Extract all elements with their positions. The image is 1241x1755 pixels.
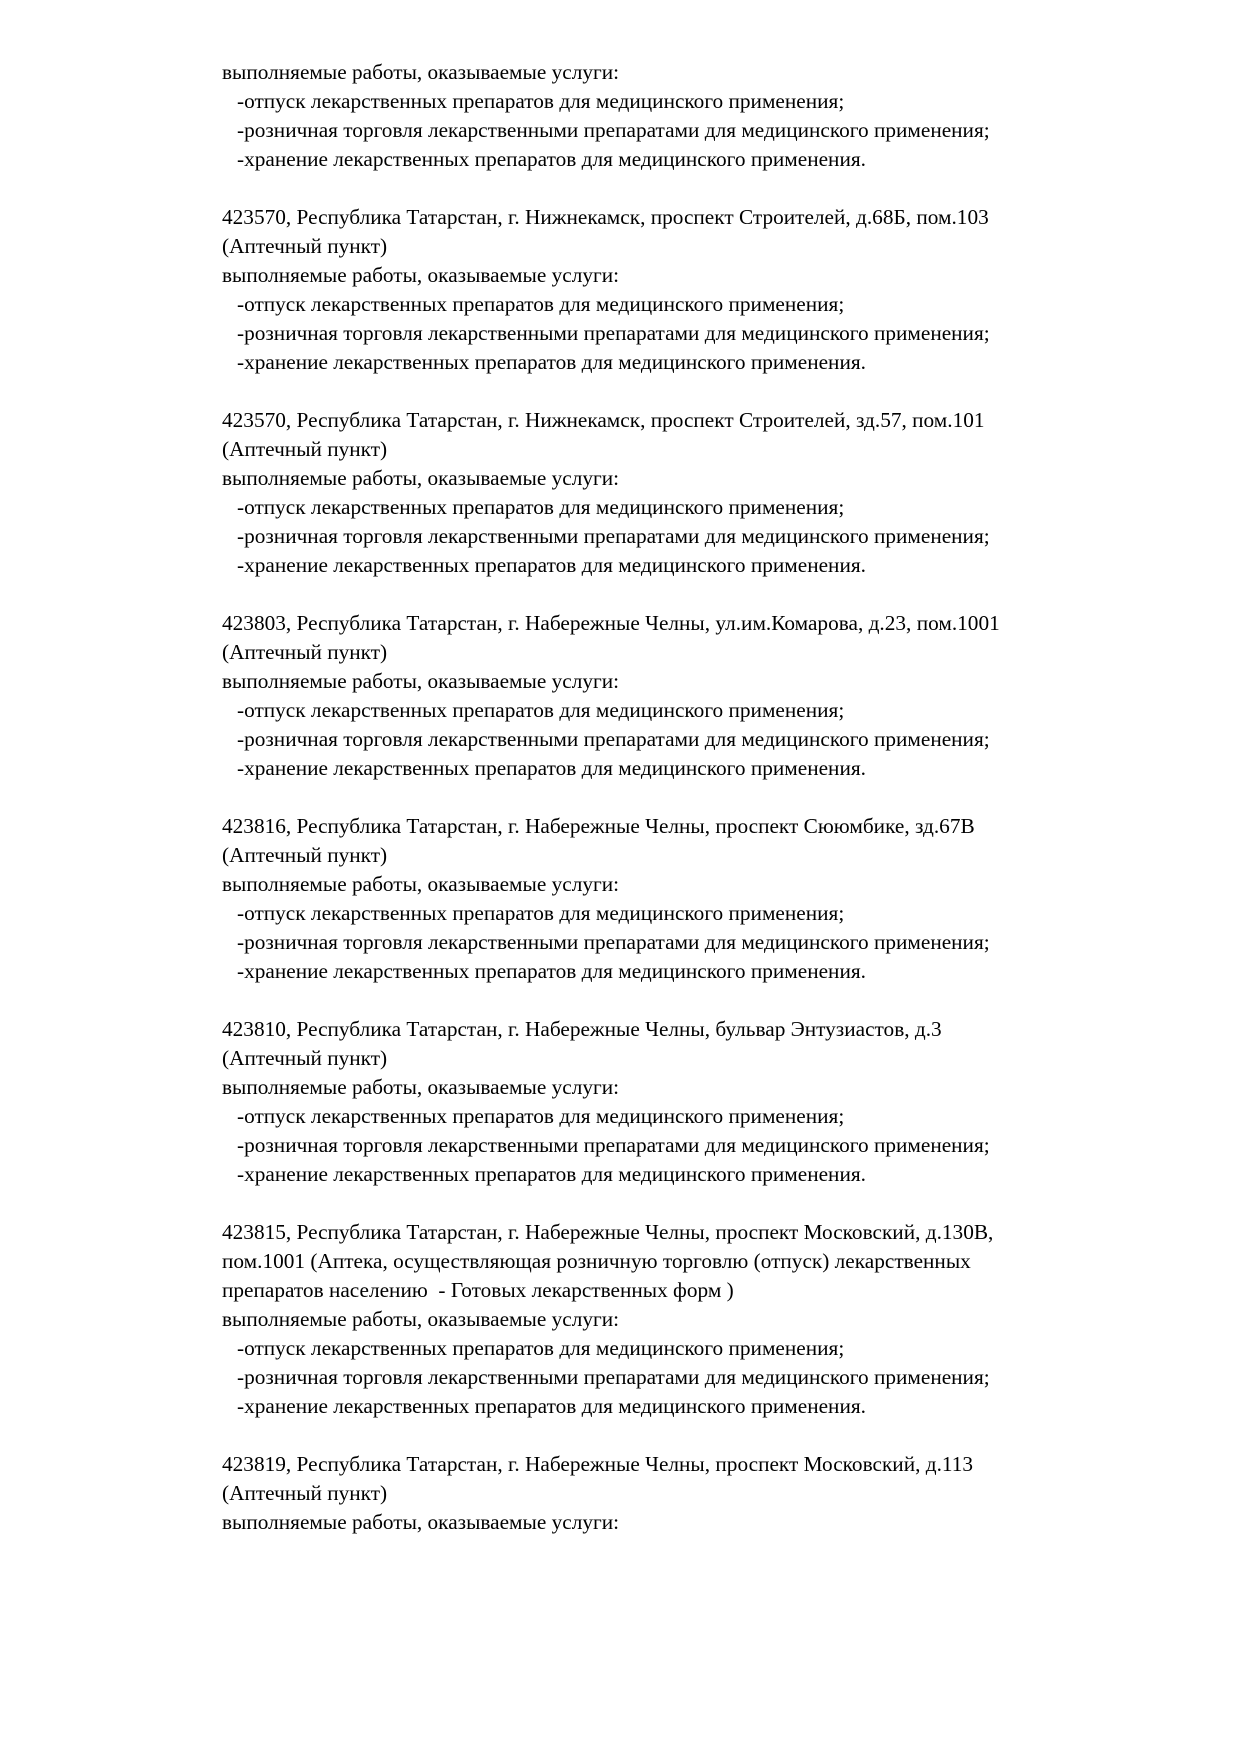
services-list [222,1102,1182,1189]
address-line: 423570, Республика Татарстан, г. Нижнекамск, проспект Строителей, д.68Б, пом.103 [222,205,989,229]
address-line: 423815, Республика Татарстан, г. Набережные Челны, проспект Московский, д.130В, [222,1220,994,1244]
address-line: пом.1001 (Аптека, осуществляющая розничную торговлю (отпуск) лекарственных [222,1249,971,1273]
address-line: (Аптечный пункт) [222,437,388,461]
address-line: (Аптечный пункт) [222,234,388,258]
works-heading: выполняемые работы, оказываемые услуги: [222,1307,620,1331]
works-heading: выполняемые работы, оказываемые услуги: [222,466,620,490]
service-item: -розничная торговля лекарственными препаратами для медицинского применения; [237,1133,990,1157]
continuation-block [222,58,1182,174]
works-heading: выполняемые работы, оказываемые услуги: [222,1510,620,1534]
service-item: -хранение лекарственных препаратов для медицинского применения. [237,959,866,983]
address-line: препаратов населению - Готовых лекарственных форм ) [222,1278,734,1302]
service-item: -отпуск лекарственных препаратов для медицинского применения; [237,698,845,722]
address-line: (Аптечный пункт) [222,1481,388,1505]
services-list [222,1334,1182,1421]
license-entry [222,1450,1182,1537]
service-item: -хранение лекарственных препаратов для медицинского применения. [237,553,866,577]
license-entry [222,812,1182,986]
service-item: -розничная торговля лекарственными препаратами для медицинского применения; [237,524,990,548]
service-item: -хранение лекарственных препаратов для медицинского применения. [237,147,866,171]
service-item: -хранение лекарственных препаратов для медицинского применения. [237,1162,866,1186]
services-list [222,696,1182,783]
service-item: -розничная торговля лекарственными препаратами для медицинского применения; [237,321,990,345]
address-line: 423803, Республика Татарстан, г. Набережные Челны, ул.им.Комарова, д.23, пом.1001 [222,611,1000,635]
license-entry [222,1015,1182,1189]
license-entry [222,203,1182,377]
services-list [222,290,1182,377]
service-item: -отпуск лекарственных препаратов для медицинского применения; [237,495,845,519]
address-line: 423816, Республика Татарстан, г. Набережные Челны, проспект Сююмбике, зд.67В [222,814,975,838]
document-body [222,58,1182,1537]
service-item: -розничная торговля лекарственными препаратами для медицинского применения; [237,727,990,751]
service-item: -розничная торговля лекарственными препаратами для медицинского применения; [237,1365,990,1389]
service-item: -отпуск лекарственных препаратов для медицинского применения; [237,1104,845,1128]
address-line: (Аптечный пункт) [222,640,388,664]
address-line: 423810, Республика Татарстан, г. Набережные Челны, бульвар Энтузиастов, д.3 [222,1017,942,1041]
service-item: -розничная торговля лекарственными препаратами для медицинского применения; [237,930,990,954]
address-line: 423819, Республика Татарстан, г. Набережные Челны, проспект Московский, д.113 [222,1452,974,1476]
works-heading: выполняемые работы, оказываемые услуги: [222,872,620,896]
service-item: -хранение лекарственных препаратов для медицинского применения. [237,1394,866,1418]
service-item: -отпуск лекарственных препаратов для медицинского применения; [237,89,845,113]
service-item: -хранение лекарственных препаратов для медицинского применения. [237,756,866,780]
service-item: -розничная торговля лекарственными препаратами для медицинского применения; [237,118,990,142]
address-line: 423570, Республика Татарстан, г. Нижнекамск, проспект Строителей, зд.57, пом.101 [222,408,985,432]
services-list [222,493,1182,580]
service-item: -отпуск лекарственных препаратов для медицинского применения; [237,901,845,925]
service-item: -хранение лекарственных препаратов для медицинского применения. [237,350,866,374]
service-item: -отпуск лекарственных препаратов для медицинского применения; [237,1336,845,1360]
license-entry [222,609,1182,783]
license-entry [222,1218,1182,1421]
works-heading: выполняемые работы, оказываемые услуги: [222,1075,620,1099]
services-list [222,87,1182,174]
service-item: -отпуск лекарственных препаратов для медицинского применения; [237,292,845,316]
services-list [222,899,1182,986]
works-heading: выполняемые работы, оказываемые услуги: [222,669,620,693]
works-heading: выполняемые работы, оказываемые услуги: [222,263,620,287]
address-line: (Аптечный пункт) [222,1046,388,1070]
license-entry [222,406,1182,580]
address-line: (Аптечный пункт) [222,843,388,867]
works-heading: выполняемые работы, оказываемые услуги: [222,60,620,84]
